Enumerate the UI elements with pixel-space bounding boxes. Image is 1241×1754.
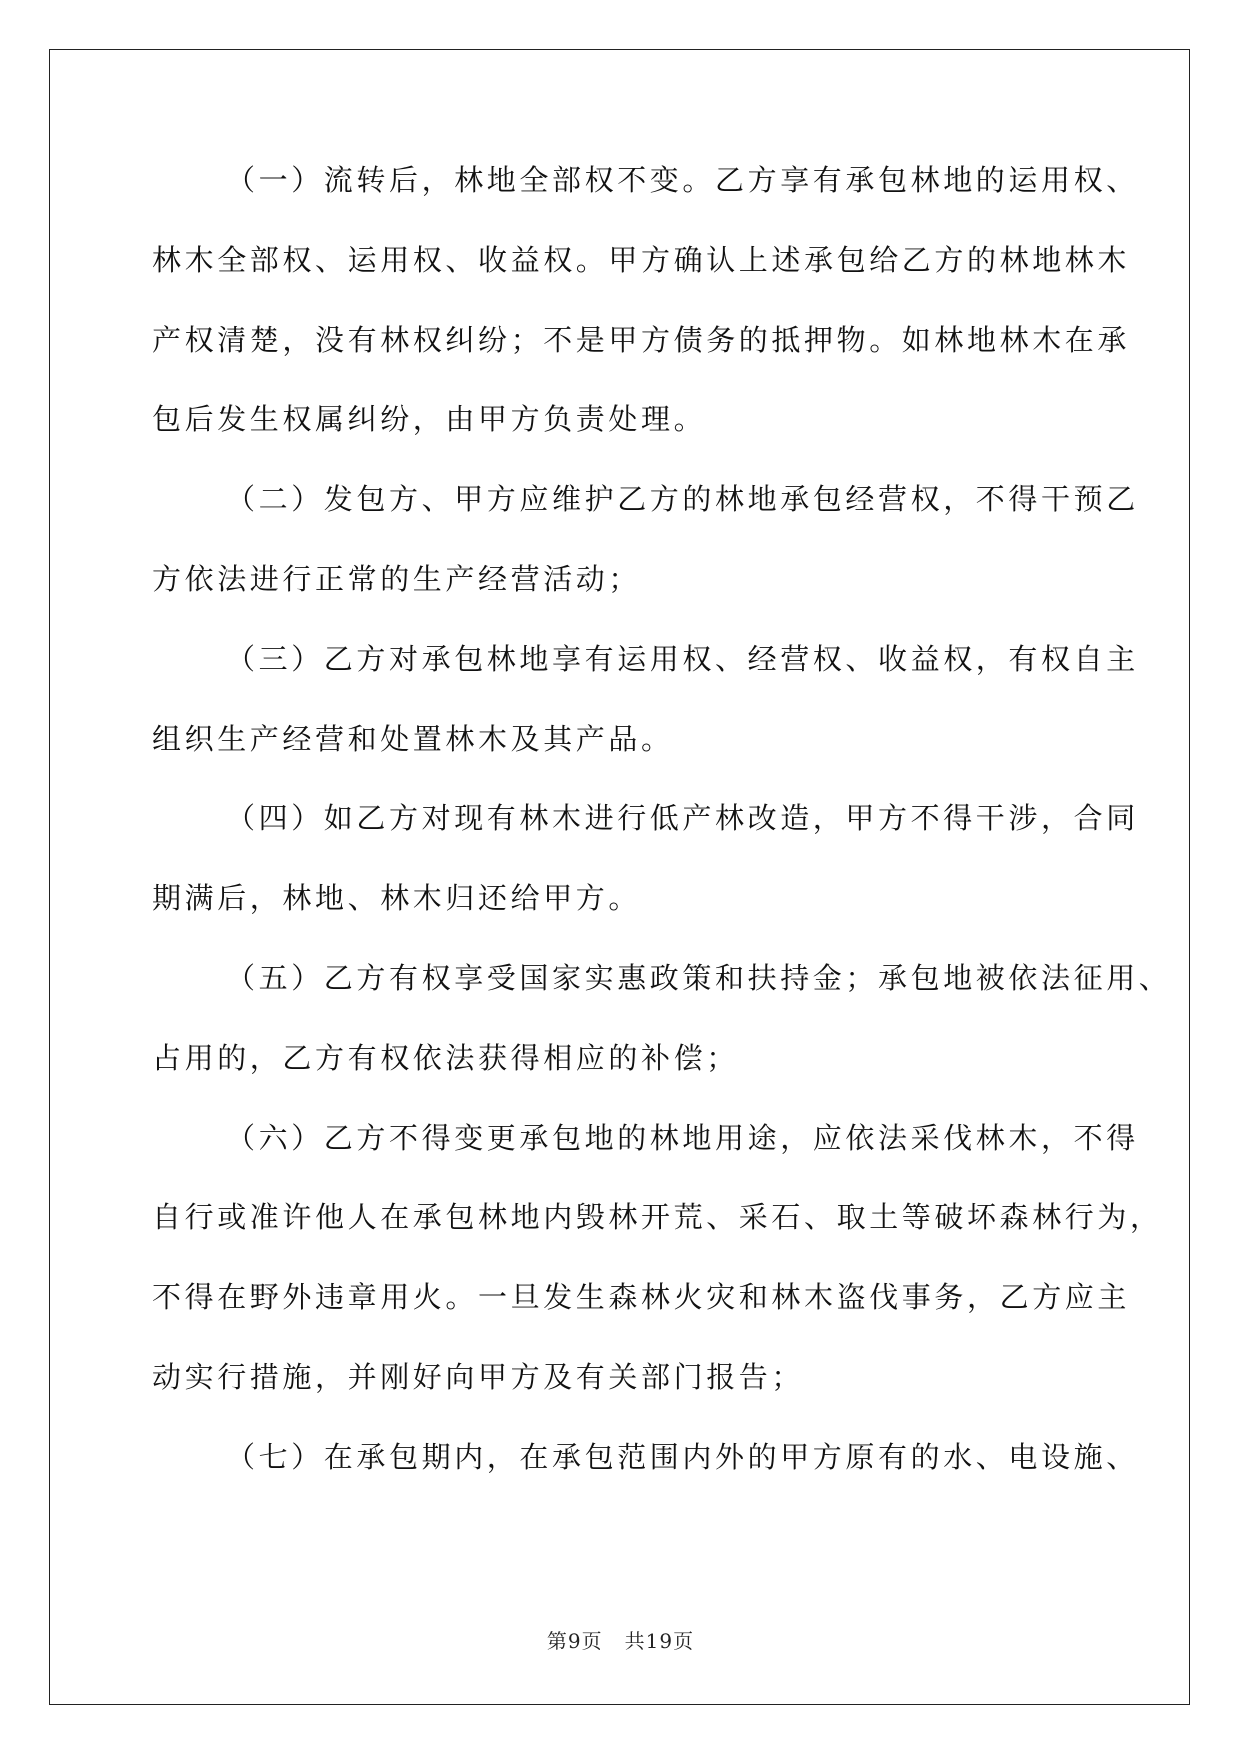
text-line: （二）发包方、甲方应维护乙方的林地承包经营权，不得干预乙 (226, 482, 1139, 517)
document-body (152, 141, 1172, 1498)
text-line: 自行或准许他人在承包林地内毁林开荒、采石、取土等破坏森林行为， (152, 1200, 1163, 1235)
text-line: 占用的，乙方有权依法获得相应的补偿； (152, 1040, 739, 1075)
text-line: 方依法进行正常的生产经营活动； (152, 561, 642, 596)
page-footer (0, 1625, 1241, 1654)
text-line: 产权清楚，没有林权纠纷；不是甲方债务的抵押物。如林地林木在承 (152, 322, 1131, 357)
text-line: 林木全部权、运用权、收益权。甲方确认上述承包给乙方的林地林木 (152, 242, 1131, 277)
text-line: 不得在野外违章用火。一旦发生森林火灾和林木盗伐事务，乙方应主 (152, 1280, 1131, 1315)
text-line: （五）乙方有权享受国家实惠政策和扶持金；承包地被依法征用、 (226, 960, 1172, 995)
page-number: 第9页 (546, 1629, 603, 1653)
text-line: （三）乙方对承包林地享有运用权、经营权、收益权，有权自主 (226, 641, 1139, 676)
text-line: （七）在承包期内，在承包范围内外的甲方原有的水、电设施、 (226, 1439, 1139, 1474)
text-line: 组织生产经营和处置林木及其产品。 (152, 721, 674, 756)
text-line: 动实行措施，并刚好向甲方及有关部门报告； (152, 1359, 805, 1394)
text-line: 期满后，林地、林木归还给甲方。 (152, 881, 642, 916)
page-total: 共19页 (624, 1629, 695, 1653)
text-line: （六）乙方不得变更承包地的林地用途，应依法采伐林木，不得 (226, 1120, 1139, 1155)
text-line: （一）流转后，林地全部权不变。乙方享有承包林地的运用权、 (226, 163, 1139, 197)
text-line: 包后发生权属纠纷，由甲方负责处理。 (152, 402, 707, 437)
text-line: （四）如乙方对现有林木进行低产林改造，甲方不得干涉，合同 (226, 801, 1139, 836)
